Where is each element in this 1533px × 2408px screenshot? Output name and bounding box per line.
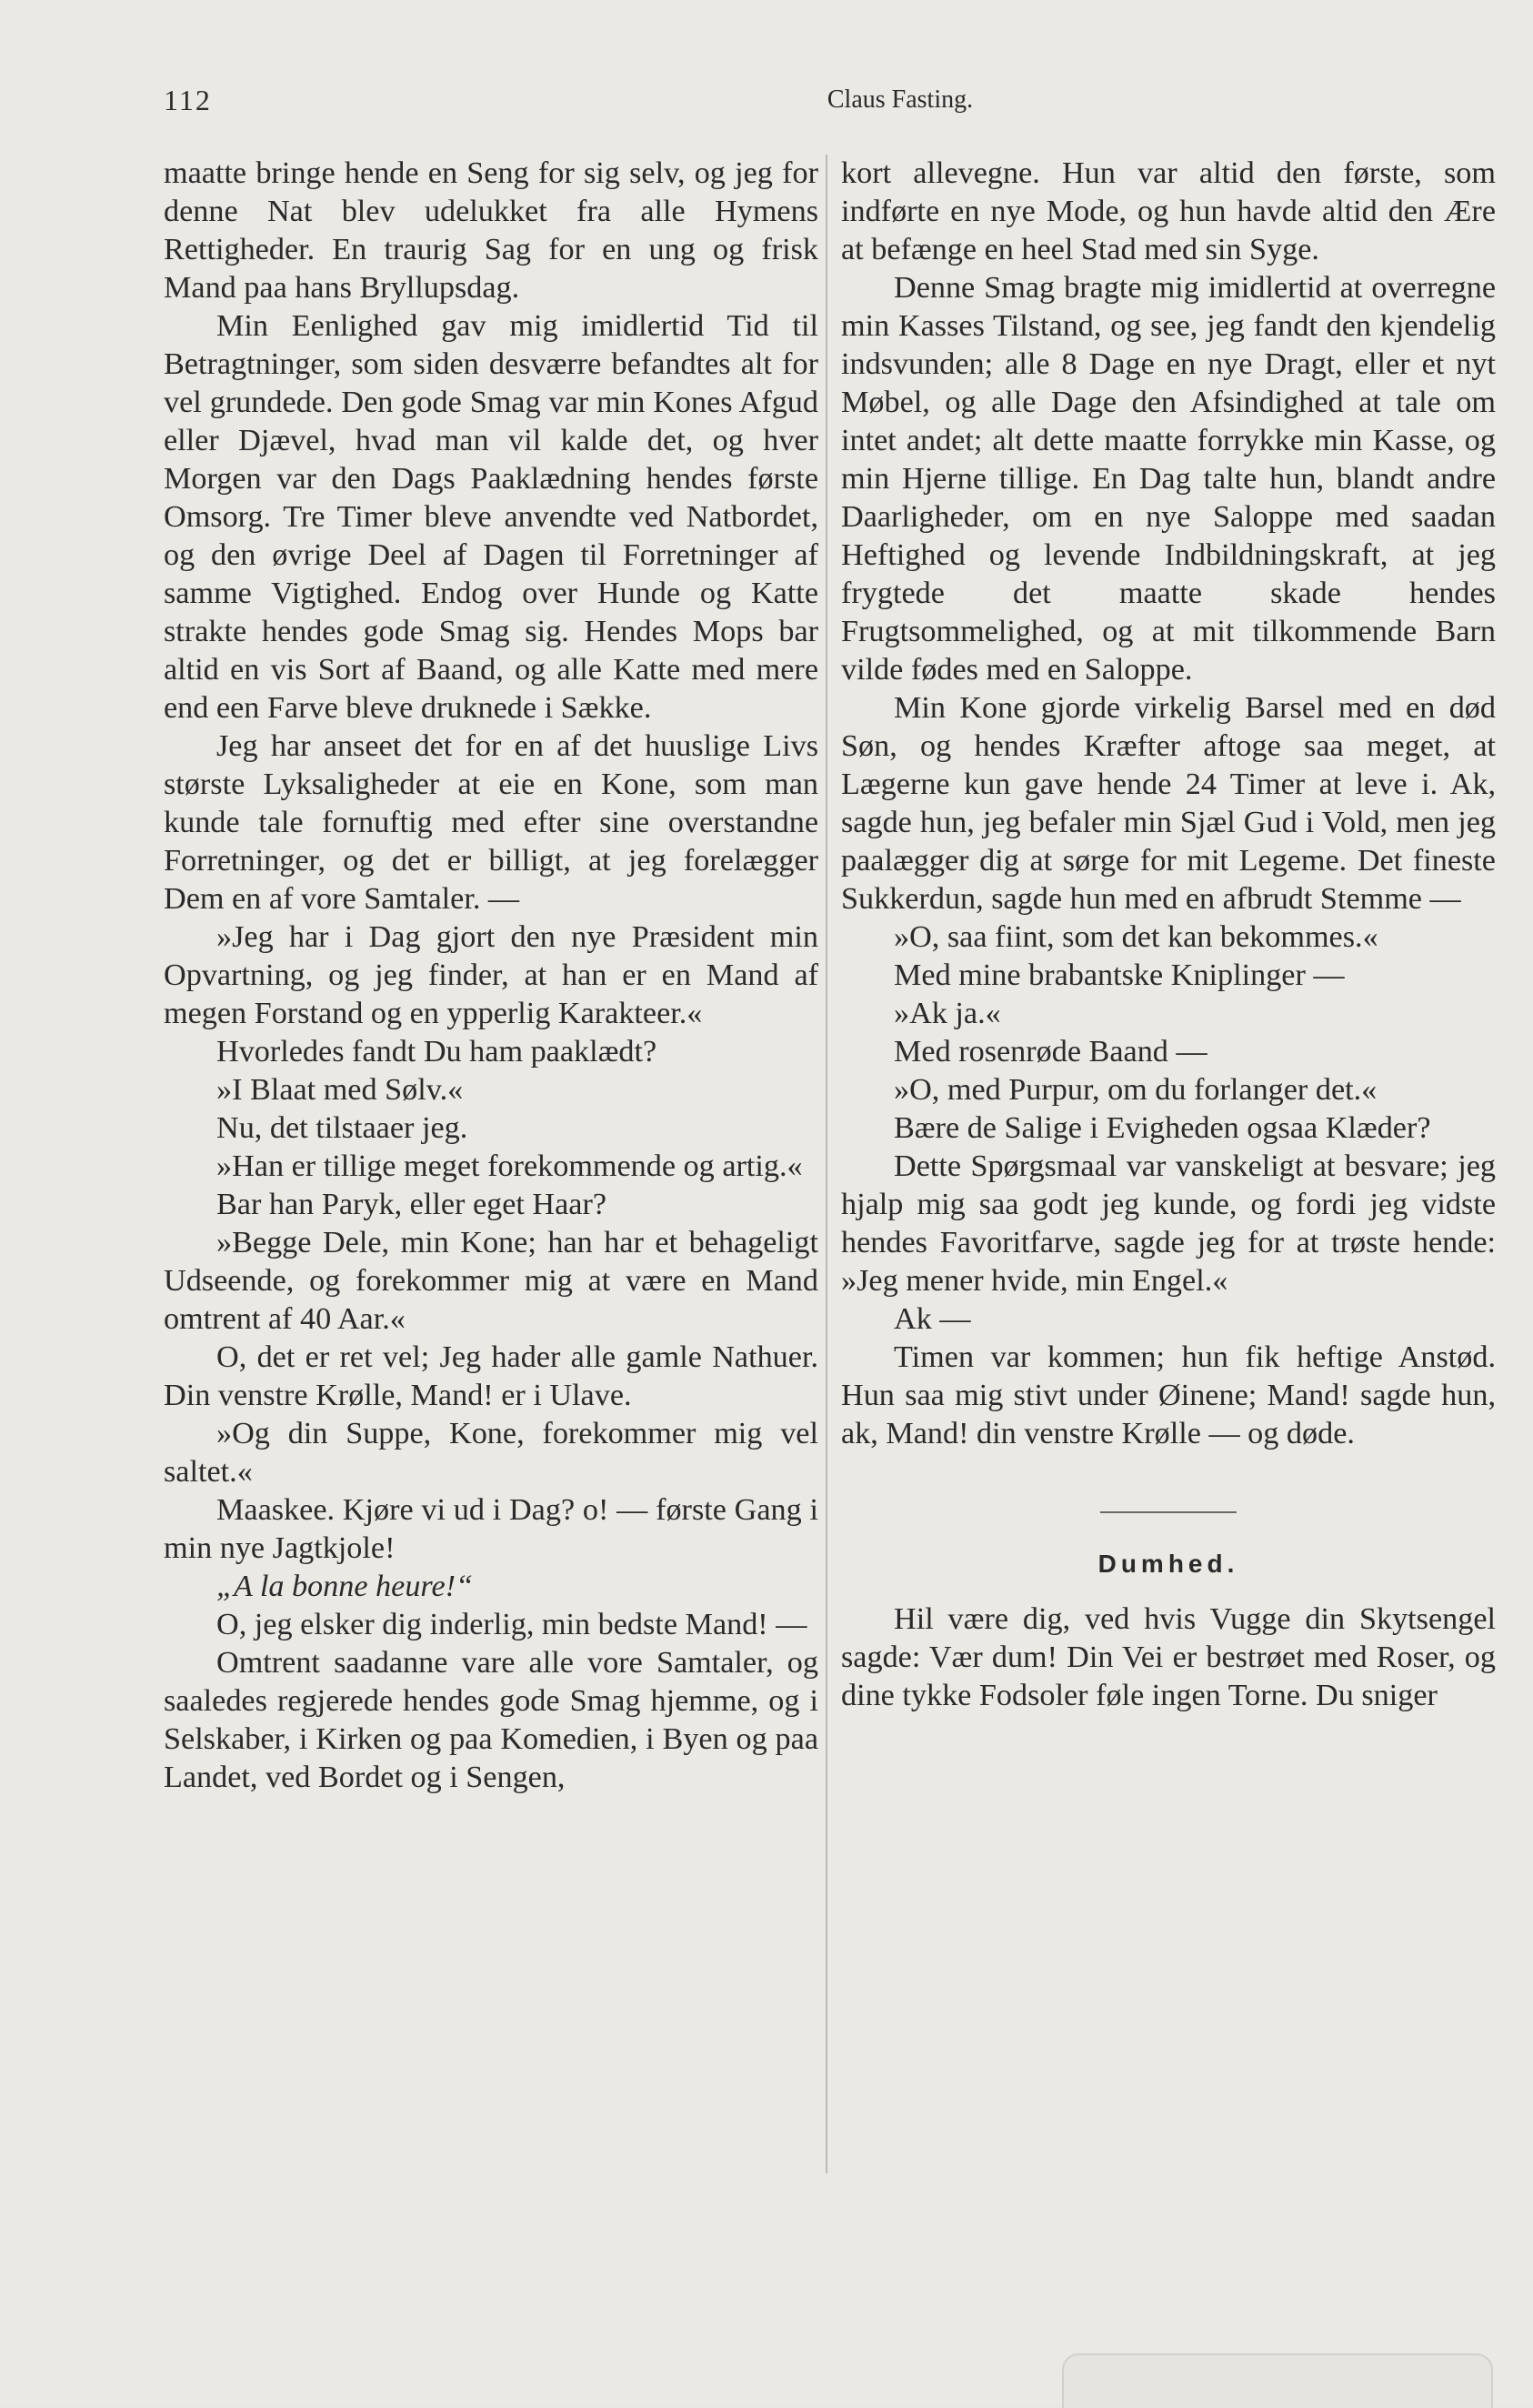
left-column [164,155,818,1797]
column-divider [826,155,827,2173]
paragraph: Timen var kommen; hun fik heftige Anstød. Hun saa mig stivt under Øinene; Mand! sagde hun, ak, Mand! din venstre Krølle — og døde. [841,1340,1496,1450]
paragraph: Bar han Paryk, eller eget Haar? [216,1188,607,1221]
paragraph: Denne Smag bragte mig imidlertid at overregne min Kasses Tilstand, og see, jeg fandt den kjendelig indsvunden; alle 8 Dage en nye Dragt, eller et nyt Møbel, og alle Dage den Afsindighed at tale om intet andet; alt dette maatte forrykke min Kasse, og min Hjerne tillige. En Dag talte hun, blandt andre Daarligheder, om en nye Saloppe med saadan Heftighed og levende Indbildningskraft, at jeg frygtede det maatte skade hendes Frugtsommelighed, og at mit tilkommende Barn vilde fødes med en Saloppe. [841,271,1496,687]
paragraph: »Og din Suppe, Kone, forekommer mig vel saltet.« [164,1417,818,1489]
paragraph: Med mine brabantske Kniplinger — [894,958,1345,992]
paragraph: Jeg har anseet det for en af det huuslige Livs største Lyksaligheder at eie en Kone, som man kunde tale fornuftig med efter sine overstandne Forretninger, og det er billigt, at jeg forelægger Dem en af vore Samtaler. — [164,729,818,916]
paragraph: »Han er tillige meget forekommende og artig.« [216,1149,803,1183]
paragraph: »I Blaat med Sølv.« [216,1073,464,1107]
paragraph: Min Eenlighed gav mig imidlertid Tid til Betragtninger, som siden desværre befandtes alt for vel grundede. Den gode Smag var min Kones Afgud eller Djævel, hvad man vil kalde det, og hver Morgen var den Dags Paaklædning hendes første Omsorg. Tre Timer bleve anvendte ved Natbordet, og den øvrige Deel af Dagen til Forretninger af samme Vigtighed. Endog over Hunde og Katte strakte hendes gode Smag sig. Hendes Mops bar altid en vis Sort af Baand, og alle Katte med mere end een Farve bleve druknede i Sække. [164,309,818,725]
paragraph: »Jeg har i Dag gjort den nye Præsident min Opvartning, og jeg finder, at han er en Mand af megen Forstand og en ypperlig Karakteer.« [164,920,818,1030]
paragraph: maatte bringe hende en Seng for sig selv, og jeg for denne Nat blev udelukket fra alle Hymens Rettigheder. En traurig Sag for en ung og frisk Mand paa hans Bryllupsdag. [164,156,818,305]
page-smudge [1062,2353,1493,2408]
paragraph: O, jeg elsker dig inderlig, min bedste Mand! — [216,1608,807,1641]
paragraph: Min Kone gjorde virkelig Barsel med en død Søn, og hendes Kræfter aftoge saa meget, at Lægerne kun gave hende 24 Timer at leve i. Ak, sagde hun, jeg befaler min Sjæl Gud i Vold, men jeg paalægger dig at sørge for mit Legeme. Det fineste Sukkerdun, sagde hun med en afbrudt Stemme — [841,691,1496,916]
paragraph: Hvorledes fandt Du ham paaklædt? [216,1035,657,1069]
paragraph: Omtrent saadanne vare alle vore Samtaler, og saaledes regjerede hendes gode Smag hjemme, og i Selskaber, i Kirken og paa Komedien, i Byen og paa Landet, ved Bordet og i Sengen, [164,1646,818,1794]
paragraph: Hil være dig, ved hvis Vugge din Skytsengel sagde: Vær dum! Din Vei er bestrøet med Roser, og dine tykke Fodsoler føle ingen Torne. Du sniger [841,1602,1496,1712]
paragraph: O, det er ret vel; Jeg hader alle gamle Nathuer. Din venstre Krølle, Mand! er i Ulave. [164,1340,818,1412]
paragraph: Ak — [894,1302,971,1336]
page-number: 112 [164,84,212,116]
running-title: Claus Fasting. [827,85,974,114]
section-heading: Dumhed. [1097,1550,1239,1578]
section-separator-rule [1100,1511,1237,1513]
paragraph: »O, med Purpur, om du forlanger det.« [894,1073,1378,1107]
right-column [841,155,1496,1715]
paragraph: Bære de Salige i Evigheden ogsaa Klæder? [894,1111,1431,1145]
paragraph: »Begge Dele, min Kone; han har et behageligt Udseende, og forekommer mig at være en Mand omtrent af 40 Aar.« [164,1226,818,1336]
paragraph: Nu, det tilstaaer jeg. [216,1111,468,1145]
paragraph: Dette Spørgsmaal var vanskeligt at besvare; jeg hjalp mig saa godt jeg kunde, og fordi jeg vidste hendes Favoritfarve, sagde jeg for at trøste hende: »Jeg mener hvide, min Engel.« [841,1149,1496,1298]
running-head [164,84,1491,125]
paragraph: Maaskee. Kjøre vi ud i Dag? o! — første Gang i min nye Jagtkjole! [164,1493,818,1565]
paragraph: kort allevegne. Hun var altid den første, som indførte en nye Mode, og hun havde altid den Ære at befænge en heel Stad med sin Syge. [841,156,1496,266]
paragraph: Med rosenrøde Baand — [894,1035,1207,1069]
paragraph: »Ak ja.« [894,997,1001,1030]
paragraph: »O, saa fiint, som det kan bekommes.« [894,920,1378,954]
paragraph: „A la bonne heure!“ [216,1570,474,1603]
